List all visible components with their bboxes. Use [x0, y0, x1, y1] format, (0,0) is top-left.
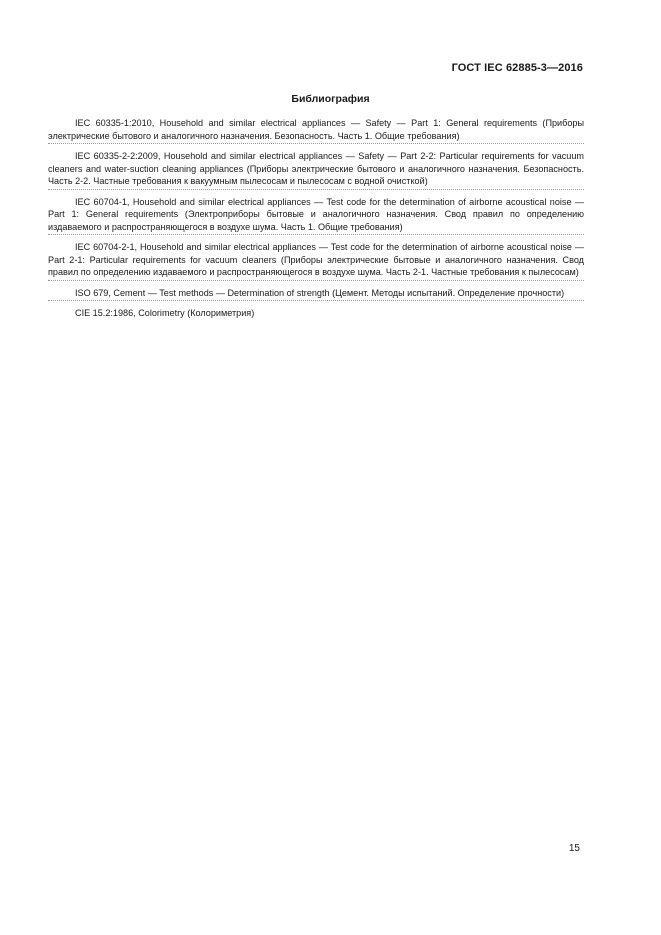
bibliography-entry: IEC 60335-2-2:2009, Household and similar electrical appliances — Safety — Part 2-2: Particular requirements for vacuum cleaners and water-suction cleaning appliances (Приборы электрические бытового и аналогичного назначения. Безопасность. Часть 2-2. Частные требования к вакуумным пылесосам и пылесосам с водной очисткой) [48, 150, 584, 190]
document-code: ГОСТ IEC 62885-3—2016 [451, 62, 583, 74]
bibliography-list [48, 117, 584, 327]
section-title: Библиография [291, 93, 370, 105]
bibliography-entry: ISO 679, Cement — Test methods — Determination of strength (Цемент. Методы испытаний. Определение прочности) [48, 287, 584, 302]
bibliography-entry: CIE 15.2:1986, Colorimetry (Колориметрия) [75, 308, 255, 318]
bibliography-entry: IEC 60704-2-1, Household and similar electrical appliances — Test code for the determination of airborne acoustical noise — Part 2-1: Particular requirements for vacuum cleaners (Приборы электрические бытовые и аналогичного назначения. Свод правил по определению издаваемого и распространяющегося в воздухе шума. Часть 2-1. Частные требования к пылесосам) [48, 241, 584, 281]
page-number: 15 [568, 843, 580, 854]
bibliography-entry: IEC 60335-1:2010, Household and similar electrical appliances — Safety — Part 1: General requirements (Приборы электрические бытового и аналогичного назначения. Безопасность. Часть 1. Общие требования) [48, 117, 584, 144]
bibliography-entry: IEC 60704-1, Household and similar electrical appliances — Test code for the determination of airborne acoustical noise — Part 1: General requirements (Электроприборы бытовые и аналогичного назначения. Свод правил по определению издаваемого и распространяющегося в воздухе шума. Часть 1. Общие требования) [48, 196, 584, 236]
